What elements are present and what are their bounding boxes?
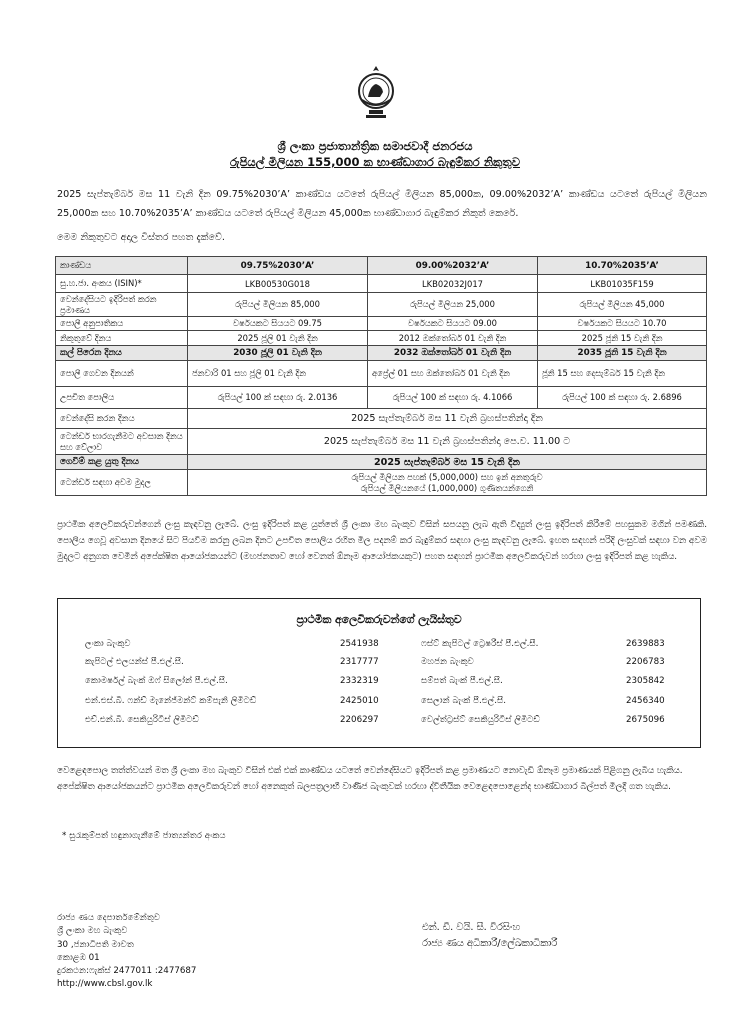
isin-footnote: * සුරැකුම්පත් හඳුනාගැනීමේ ජාත්‍යන්තර අංකය — [62, 831, 226, 841]
table-row — [56, 455, 707, 470]
settlement-date-cell: 2025 සැප්තැම්බර් මස 15 වැනි දින — [188, 455, 707, 470]
rate-cell: වර්ෂයකට සියයට 09.75 — [188, 317, 368, 331]
table-row — [56, 275, 707, 293]
amount-cell: රුපියල් මිලියන 85,000 — [188, 293, 368, 317]
dealers-title: ප්‍රාථමික අලෙවිකරුවන්ගේ ලැයිස්තුව — [296, 613, 462, 626]
row-label: ටෙන්ඩර් භාරගැනීමට අවසාන දිනය සහ වේලාව — [56, 429, 188, 455]
address-line: දුරකථන:ෆැක්ස් 2477011 :2477687 — [57, 966, 197, 977]
table-row — [56, 470, 707, 496]
acceptance-line: වෙළෙඳපොල තත්ත්වයන් මත ශ්‍රී ලංකා මහ බැංකුව විසින් එක් එක් කාණ්ඩය යටතේ වෙන්දේසියට ඉදිරිපත් කළ ප්‍රමාණයට නොවැඩි ඕනෑම ප්‍රමාණයක් පිළිගනු ලැබිය හැකිය. — [57, 766, 683, 776]
coupon-dates-cell: ජූනි 15 සහ දෙසැම්බර් 15 වැනි දින — [538, 361, 707, 387]
sri-lanka-emblem — [356, 64, 396, 122]
min-bid-line: රුපියල් මිලියන පහක් (5,000,000) සහ ඉන් අනතුරුව — [351, 471, 543, 482]
signature-block — [422, 920, 557, 952]
website-link[interactable]: http://www.cbsl.gov.lk — [57, 979, 153, 990]
accrued-cell: රුපියල් 100 ක් සඳහා රු. 2.6896 — [538, 387, 707, 409]
row-label: කාණ්ඩය — [56, 257, 188, 275]
dealer-name: ලංකා බැංකුව — [85, 639, 131, 649]
series-cell: 10.70%2035’A’ — [538, 257, 707, 275]
dealer-phone: 2425010 — [340, 696, 379, 706]
bidding-paragraph: ප්‍රාථමික අලෙවිකරුවන්ගෙන් ලංසු කැඳවනු ලැබේ. ලංසු ඉදිරිපත් කළ යුත්තේ ශ්‍රී ලංකා මහ බැංකුව විසින් සපයනු ලැබ ඇති විද්‍යුත් ලංසු ඉදිරිපත් කිරීමේ පහසුකම මගින් පමණකි. පොලිය ගෙවූ අවසාන දිනයේ සිට පියවීම කරනු ලබන දිනට උපචිත පොලිය රහිත මිල පදනම් කර බැඳුම්කර සඳහා ලංසු කැඳවනු ලැබේ. ඉහත සඳහන් පරිදි ලංසුවක් සඳහා වන අවම මුදලට අනුගත වෙමින් අපේක්ෂිත ආයෝජකයන්ට (මහජනතාව හෝ වෙනත් ඕනෑම ආයෝජකයකුට) පහත සඳහන් ප්‍රාථමික අලෙවිකරුවන් හරහා ලංසු ඉදිරිපත් කළ හැකිය. — [57, 520, 707, 562]
dealer-phone: 2639883 — [626, 639, 665, 649]
dealer-name: මහජන බැංකුව — [421, 657, 474, 667]
address-line: රාජ්‍ය ණය දෙපාර්තමේන්තුව — [57, 913, 161, 923]
accrued-cell: රුපියල් 100 ක් සඳහා රු. 4.1066 — [368, 387, 538, 409]
row-label: පොලී ගෙවන දිනයන් — [56, 361, 188, 387]
isin-cell: LKB00530G018 — [188, 275, 368, 293]
dealer-phone: 2305842 — [626, 676, 665, 686]
dealer-name: එන්.එස්.බී. ෆන්ඩ් මැනේජ්මන්ට් කම්පැනි ලිමිටඩ් — [85, 696, 257, 706]
signatory-name: එන්. ඩී. වයි. සී. වීරසිංහ — [422, 922, 521, 933]
dealer-phone: 2317777 — [340, 657, 379, 667]
table-row — [56, 257, 707, 275]
table-row — [56, 293, 707, 317]
coupon-dates-cell: අප්‍රේල් 01 සහ ඔක්තෝබර් 01 වැනි දින — [368, 361, 538, 387]
amount-cell: රුපියල් මිලියන 45,000 — [538, 293, 707, 317]
intro-note: මෙම නිකුතුවට අදාල විස්තර පහත දැක්වේ. — [57, 232, 225, 243]
table-row — [56, 361, 707, 387]
accrued-cell: රුපියල් 100 ක් සඳහා රු. 2.0136 — [188, 387, 368, 409]
row-label: කල් පිරෙන දිනය — [56, 346, 188, 361]
address-line: 30 ,ජනාධිපති මාවත — [57, 939, 134, 950]
bond-terms-table — [55, 256, 707, 496]
issue-date-cell: 2025 ජූලි 01 වැනි දින — [188, 331, 368, 346]
dealer-row — [58, 715, 700, 733]
address-block — [57, 912, 196, 992]
amount-cell: රුපියල් මිලියන 25,000 — [368, 293, 538, 317]
dealer-row — [58, 657, 700, 675]
table-row — [56, 346, 707, 361]
secondary-market-line: අපේක්ෂිත ආයෝජකයන්ට ප්‍රාථමික අලෙවිකරුවන් හෝ අනෙකුත් බලපත්‍රලාභී වාණිජ බැංකුවක් හරහා ද්විතීයික වෙළෙඳපොළෙන්ද භාණ්ඩාගාර බිල්පත් මිලදී ගත හැකිය. — [57, 782, 671, 792]
issue-date-cell: 2012 ඔක්තෝබර් 01 වැනි දින — [368, 331, 538, 346]
isin-cell: LKB01035F159 — [538, 275, 707, 293]
row-label: වෙන්දේසියට ඉදිරිපත් කරන ප්‍රමාණය — [56, 293, 188, 317]
isin-cell: LKB02032J017 — [368, 275, 538, 293]
dealer-phone: 2332319 — [340, 676, 379, 686]
dealer-name: සම්පත් බැංක් පී.එල්.සී. — [421, 676, 503, 686]
row-label: නිකුතුවේ දිනය — [56, 331, 188, 346]
row-label: සු.හ.ජා. අංකය (ISIN)* — [56, 275, 188, 293]
dealer-row — [58, 639, 700, 657]
table-row — [56, 331, 707, 346]
dealer-name: ෆස්ට් කැපිටල් ට්‍රෙෂරීස් පී.එල්.සී. — [421, 639, 539, 649]
dealer-name: සෙලාන් බැංක් පී.එල්.සී. — [421, 696, 507, 706]
address-line: කොළඹ 01 — [57, 952, 100, 963]
row-label: වෙන්දේසි කරන දිනය — [56, 409, 188, 429]
page-title-republic: ශ්‍රී ලංකා ප්‍රජාතාන්ත්‍රික සමාජවාදී ජනරජය — [277, 139, 473, 153]
acceptance-paragraph — [57, 763, 707, 795]
page-title-issue: රුපියල් මිලියන 155,000 ක භාණ්ඩාගාර බැඳුම්කර නිකුතුව — [230, 155, 520, 169]
row-label: පොලී අනුපාතිකය — [56, 317, 188, 331]
series-cell: 09.00%2032’A’ — [368, 257, 538, 275]
dealer-row — [58, 676, 700, 694]
maturity-cell: 2032 ඔක්තෝබර් 01 වැනි දින — [368, 346, 538, 361]
maturity-cell: 2030 ජූලි 01 වැනි දින — [188, 346, 368, 361]
rate-cell: වර්ෂයකට සියයට 10.70 — [538, 317, 707, 331]
dealer-phone: 2456340 — [626, 696, 665, 706]
dealer-phone: 2206297 — [340, 715, 379, 725]
dealer-phone: 2675096 — [626, 715, 665, 725]
dealer-phone: 2541938 — [340, 639, 379, 649]
issue-date-cell: 2025 ජූනි 15 වැනි දින — [538, 331, 707, 346]
table-row — [56, 409, 707, 429]
closing-time-cell: 2025 සැප්තැම්බර් මස 11 වැනි බ්‍රහස්පතින්දා පෙ.ව. 11.00 ට — [188, 429, 707, 455]
dealer-phone: 2206783 — [626, 657, 665, 667]
primary-dealers-box — [57, 598, 701, 748]
min-bid-cell — [188, 470, 707, 496]
row-label: උපචිත පොලිය — [56, 387, 188, 409]
dealer-name: කොමර්ෂල් බැංක් ඔෆ් සිලෝන් පී.එල්.සී. — [85, 676, 228, 686]
table-row — [56, 317, 707, 331]
rate-cell: වර්ෂයකට සියයට 09.00 — [368, 317, 538, 331]
maturity-cell: 2035 ජූනි 15 වැනි දින — [538, 346, 707, 361]
dealer-row — [58, 696, 700, 714]
dealer-name: වෙල්ත්ට්‍රස්ට් සෙකියුරිටීස් ලිමිටඩ් — [421, 715, 540, 725]
series-cell: 09.75%2030’A’ — [188, 257, 368, 275]
signatory-title: රාජ්‍ය ණය අධිකාරී/ලේඛකාධිකාරී — [422, 938, 558, 949]
row-label: ටෙන්ඩර් සඳහා අවම මුදල — [56, 470, 188, 496]
table-row — [56, 429, 707, 455]
intro-paragraph: 2025 සැප්තැම්බර් මස 11 වැනි දින 09.75%2030’A’ කාණ්ඩය යටතේ රුපියල් මිලියන 85,000ක, 09.00%2032’A’ කාණ්ඩය යටතේ රුපියල් මිලියන 25,000ක සහ 10.70%2035’A’ කාණ්ඩය යටතේ රුපියල් මිලියන 45,000ක භාණ්ඩාගාර බැඳුම්කර නිකුත් කෙරේ. — [57, 189, 707, 219]
row-label: ගෙවීම් කළ යුතු දිනය — [56, 455, 188, 470]
dealer-name: එච්.එන්.බී. සෙකියුරිටීස් ලිමිටඩ් — [85, 715, 199, 725]
address-line: ශ්‍රී ලංකා මහ බැංකුව — [57, 926, 128, 937]
dealer-name: කැපිටල් එලයන්ස් පී.එල්.සී. — [85, 657, 184, 667]
min-bid-line: රුපියල් මිලියනයේ (1,000,000) ගුණිතයන්ගෙනි — [360, 482, 534, 493]
coupon-dates-cell: ජනවාරි 01 සහ ජූලි 01 වැනි දින — [188, 361, 368, 387]
auction-date-cell: 2025 සැප්තැම්බර් මස 11 වැනි බ්‍රහස්පතින්දා දින — [188, 409, 707, 429]
table-row — [56, 387, 707, 409]
